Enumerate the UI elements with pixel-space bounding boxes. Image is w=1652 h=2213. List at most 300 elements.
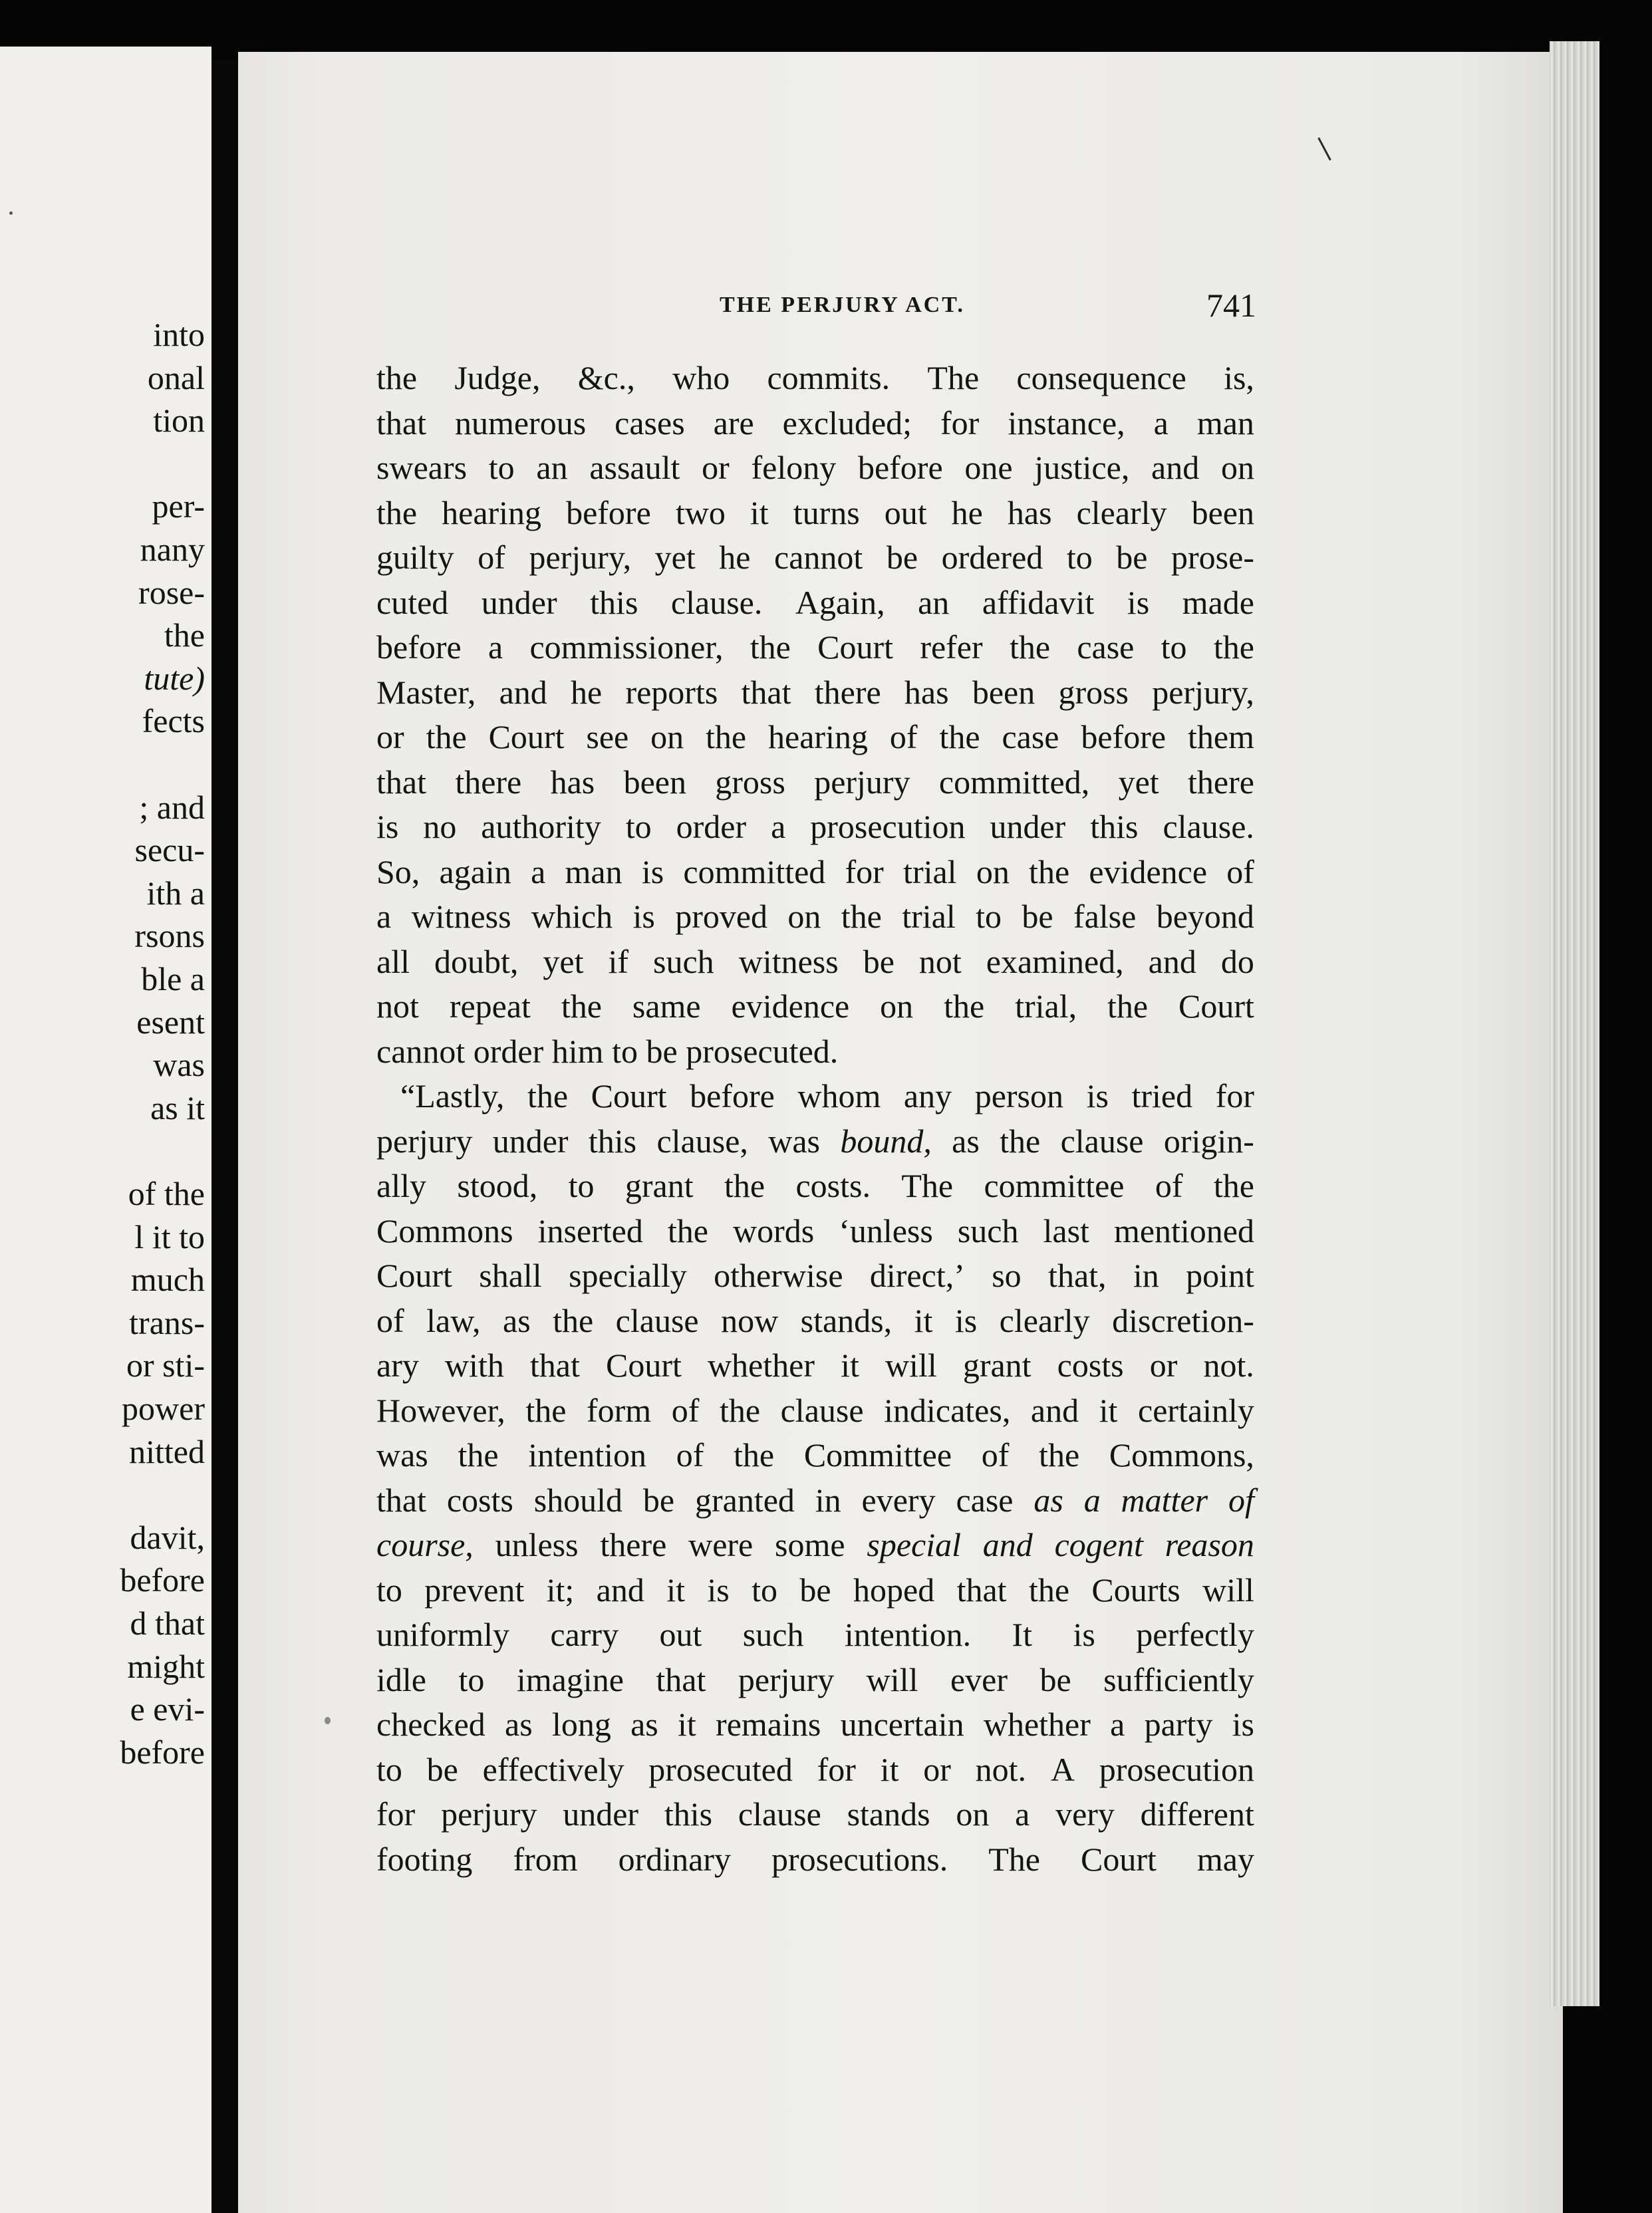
word: with <box>444 1347 504 1384</box>
word: whom <box>797 1077 881 1114</box>
word: before <box>566 493 651 531</box>
word: will <box>1202 1571 1254 1609</box>
word: any <box>903 1077 952 1114</box>
word: the <box>1029 852 1070 890</box>
word: which <box>531 898 613 935</box>
word: whether <box>707 1347 815 1384</box>
word: the <box>376 493 418 531</box>
word: examined, <box>986 942 1124 980</box>
word: as <box>503 1301 531 1339</box>
word: and <box>1151 449 1200 486</box>
word: the <box>561 987 602 1025</box>
word: the <box>376 359 418 396</box>
word: all <box>376 942 410 980</box>
word: guilty <box>376 539 454 576</box>
body-text-line <box>376 1164 1254 1209</box>
word: an <box>918 583 950 621</box>
left-page-line-fragment: secu- <box>134 831 205 869</box>
word: or <box>1149 1347 1178 1384</box>
word: been <box>1191 493 1254 531</box>
word: Court <box>605 1347 682 1384</box>
word: a <box>487 628 503 666</box>
word: that <box>376 404 426 442</box>
word: is <box>641 852 664 890</box>
word: prevent <box>424 1571 525 1609</box>
word: a <box>1015 1795 1030 1833</box>
word: of <box>671 1391 700 1429</box>
word: not. <box>975 1750 1027 1788</box>
left-page-line-fragment: power <box>122 1390 205 1427</box>
word: before <box>376 628 462 666</box>
word: Master, <box>376 673 476 711</box>
word: before <box>857 449 943 486</box>
word: them <box>1187 718 1254 755</box>
word: inserted <box>537 1212 643 1249</box>
word: the <box>553 1301 594 1339</box>
word: to <box>1066 539 1093 576</box>
word: the <box>1107 987 1149 1025</box>
word: be <box>642 1481 675 1519</box>
left-page-line-fragment: might <box>127 1647 205 1685</box>
word: uniformly <box>376 1616 509 1653</box>
word: doubt, <box>434 942 519 980</box>
word: that <box>956 1571 1007 1609</box>
word: the <box>527 1077 569 1114</box>
word: again <box>439 852 511 890</box>
word: trial <box>903 852 957 890</box>
word: no <box>423 808 457 845</box>
word: perjury <box>376 1122 473 1160</box>
word: witness <box>738 942 839 980</box>
word: discretion- <box>1112 1301 1254 1339</box>
word: this <box>588 1122 637 1160</box>
word: granted <box>694 1481 795 1519</box>
word: is <box>1232 1706 1254 1743</box>
word: witness <box>411 898 511 935</box>
left-page-line-fragment: fects <box>142 702 205 740</box>
body-text-line <box>376 535 1254 581</box>
word: stands <box>847 1795 930 1833</box>
word: this <box>664 1795 713 1833</box>
word: Court <box>376 1257 452 1294</box>
word: turns <box>793 493 860 531</box>
word: instance, <box>1008 404 1125 442</box>
word: effectively <box>482 1750 624 1788</box>
word: yet <box>1118 763 1159 801</box>
word: has <box>904 673 949 711</box>
word: is <box>376 808 399 845</box>
word: otherwise <box>714 1257 843 1294</box>
word: out <box>884 493 927 531</box>
word: or <box>376 718 404 755</box>
word: evidence <box>1089 852 1208 890</box>
word: cases <box>615 404 685 442</box>
left-page-line-fragment: rsons <box>134 917 205 955</box>
word: a <box>1083 1481 1101 1519</box>
left-page-line-fragment: much <box>130 1261 205 1299</box>
word: this <box>1090 808 1139 845</box>
word: Court <box>1081 1840 1157 1878</box>
body-text-line <box>376 625 1254 670</box>
word: Judge, <box>454 359 541 396</box>
left-page-line-fragment: tute) <box>144 659 205 697</box>
word: is <box>1086 1077 1109 1114</box>
body-text-line <box>376 1613 1254 1658</box>
word: to <box>488 449 515 486</box>
word: there <box>455 763 522 801</box>
word: who <box>672 359 730 396</box>
word: not <box>376 987 419 1025</box>
body-text-line <box>376 940 1254 985</box>
word: under <box>492 1122 569 1160</box>
left-page-line-fragment: onal <box>147 358 205 396</box>
word: assault <box>589 449 680 486</box>
word: it; <box>546 1571 575 1609</box>
word: cuted <box>376 583 449 621</box>
left-page-line-fragment: was <box>153 1046 205 1084</box>
word: or <box>702 449 730 486</box>
word: has <box>1007 493 1052 531</box>
word: the <box>1028 1571 1070 1609</box>
left-page-line-fragment: rose- <box>138 573 205 611</box>
word: different <box>1140 1795 1254 1833</box>
body-text-line <box>376 894 1254 940</box>
word: on <box>956 1795 990 1833</box>
word-space <box>604 1029 613 1075</box>
word: him <box>551 1032 604 1070</box>
word: yet <box>543 942 584 980</box>
word: so <box>992 1257 1022 1294</box>
word: long <box>551 1706 611 1743</box>
word: person <box>974 1077 1063 1114</box>
word: that <box>529 1347 580 1384</box>
body-text-line <box>376 356 1254 401</box>
word: made <box>1182 583 1254 621</box>
word: from <box>513 1840 578 1878</box>
left-page-line-fragment: trans- <box>129 1303 205 1341</box>
word: of <box>981 1436 1010 1474</box>
left-page-line-fragment: ; and <box>139 788 205 826</box>
word: will <box>885 1347 937 1384</box>
word: intention. <box>844 1616 972 1653</box>
word: ‘unless <box>839 1212 933 1249</box>
word: it <box>914 1301 933 1339</box>
word: in <box>815 1481 841 1519</box>
word: hoped <box>853 1571 935 1609</box>
word: stood, <box>457 1167 538 1204</box>
word: committed, <box>938 763 1090 801</box>
body-text <box>376 356 1254 1882</box>
word: However, <box>376 1391 505 1429</box>
word: &c., <box>577 359 635 396</box>
word: there <box>600 1526 667 1563</box>
word: it <box>666 1571 686 1609</box>
word: perjury, <box>529 539 632 576</box>
word: as <box>505 1706 533 1743</box>
word: unless <box>495 1526 579 1563</box>
word: for <box>376 1795 416 1833</box>
word: of <box>1155 1167 1183 1204</box>
word: such <box>742 1616 804 1653</box>
word: as <box>630 1706 658 1743</box>
word: refer <box>920 628 983 666</box>
word: for <box>1215 1077 1254 1114</box>
word: ally <box>376 1167 426 1204</box>
word: point <box>1186 1257 1254 1294</box>
word: of <box>376 1301 404 1339</box>
word: ary <box>376 1347 419 1384</box>
word: such <box>957 1212 1019 1249</box>
word: clause <box>780 1391 864 1429</box>
word: before <box>1081 718 1167 755</box>
word: cannot <box>774 539 863 576</box>
word: and <box>499 673 547 711</box>
left-page-line-fragment: or sti- <box>126 1347 205 1384</box>
word: swears <box>376 449 468 486</box>
word: clearly <box>999 1301 1090 1339</box>
word: committee <box>984 1167 1125 1204</box>
word: clause <box>1060 1122 1144 1160</box>
word: commissioner, <box>529 628 724 666</box>
word: cogent <box>1054 1526 1143 1563</box>
word: he <box>571 673 603 711</box>
body-text-line <box>376 446 1254 491</box>
word: is <box>1073 1616 1095 1653</box>
word: and <box>596 1571 644 1609</box>
body-text-line <box>376 760 1254 805</box>
word: costs. <box>795 1167 871 1204</box>
word: order <box>676 808 747 845</box>
left-page-line-fragment: nany <box>140 531 205 568</box>
word: origin- <box>1163 1122 1254 1160</box>
word: affidavit <box>982 583 1095 621</box>
left-page-line-fragment: d that <box>130 1605 205 1642</box>
word: and <box>982 1526 1033 1563</box>
word: specially <box>569 1257 687 1294</box>
word-space <box>465 1029 474 1075</box>
word: that, <box>1048 1257 1107 1294</box>
body-text-line <box>376 1253 1254 1299</box>
word: is <box>707 1571 730 1609</box>
body-text-line <box>376 1299 1254 1344</box>
word: been <box>972 673 1035 711</box>
word: the <box>944 987 985 1025</box>
word: A <box>1050 1750 1075 1788</box>
word: course, <box>376 1526 474 1563</box>
word: clause <box>738 1795 821 1833</box>
word: ordered <box>941 539 1043 576</box>
word: perfectly <box>1136 1616 1254 1653</box>
word: perjury, <box>1152 673 1254 711</box>
word: to <box>568 1167 595 1204</box>
word: Courts <box>1091 1571 1180 1609</box>
word: it <box>678 1706 696 1743</box>
word: to <box>612 1032 638 1070</box>
word: there <box>814 673 881 711</box>
word: if <box>608 942 629 980</box>
word: or <box>923 1750 951 1788</box>
word: for <box>845 852 884 890</box>
word: to <box>976 898 1002 935</box>
word: be <box>799 1571 831 1609</box>
word: on <box>787 898 821 935</box>
word: “Lastly, <box>400 1077 505 1114</box>
word: was <box>376 1436 428 1474</box>
word: of <box>1228 1481 1254 1519</box>
page-edges <box>1550 41 1599 2006</box>
word: and <box>1030 1391 1079 1429</box>
word: a <box>1110 1706 1125 1743</box>
word: So, <box>376 852 420 890</box>
word: prosecuted. <box>686 1032 839 1070</box>
word: proved <box>675 898 768 935</box>
word: idle <box>376 1660 426 1698</box>
word: bound, <box>840 1122 932 1160</box>
word: The <box>927 359 980 396</box>
word: as <box>952 1122 980 1160</box>
body-text-line <box>376 1792 1254 1837</box>
word: ordinary <box>618 1840 732 1878</box>
word: intention <box>528 1436 646 1474</box>
word: prosecution <box>1099 1750 1254 1788</box>
word: authority <box>481 808 601 845</box>
word: that <box>656 1660 706 1698</box>
word: was <box>768 1122 820 1160</box>
word: sufficiently <box>1103 1660 1254 1698</box>
left-page-fragment <box>0 47 211 2213</box>
word: a <box>771 808 786 845</box>
body-text-line <box>376 984 1254 1029</box>
word: to <box>1161 628 1187 666</box>
body-text-line <box>376 401 1254 446</box>
word: numerous <box>454 404 587 442</box>
word: Court <box>591 1077 667 1114</box>
word: do <box>1220 942 1254 980</box>
word: the <box>667 1212 708 1249</box>
left-page-line-fragment: into <box>153 316 205 353</box>
left-page-line-fragment: nitted <box>129 1432 205 1470</box>
word: hearing <box>768 718 868 755</box>
word: case <box>956 1481 1014 1519</box>
word: to <box>376 1571 402 1609</box>
word: to <box>376 1750 402 1788</box>
word: a <box>531 852 546 890</box>
word-space <box>678 1029 686 1075</box>
body-text-line <box>376 1748 1254 1793</box>
word: clearly <box>1076 493 1167 531</box>
word: remains <box>716 1706 821 1743</box>
word: stands, <box>800 1301 893 1339</box>
word: Court <box>488 718 565 755</box>
word: uncertain <box>840 1706 964 1743</box>
word: the <box>1009 628 1051 666</box>
word: been <box>623 763 686 801</box>
word: case <box>1077 628 1135 666</box>
word: beyond <box>1156 898 1254 935</box>
word: under <box>990 808 1066 845</box>
word: party <box>1144 1706 1213 1743</box>
word: direct,’ <box>869 1257 965 1294</box>
word: prosecutions. <box>771 1840 948 1878</box>
word: are <box>713 404 754 442</box>
book-gutter <box>211 60 238 2213</box>
word: it <box>1099 1391 1118 1429</box>
word: this <box>590 583 638 621</box>
word: to <box>458 1660 485 1698</box>
word: out <box>659 1616 702 1653</box>
word: The <box>901 1167 954 1204</box>
word: is <box>1127 583 1150 621</box>
body-text-line <box>376 1478 1254 1523</box>
word: the <box>750 628 791 666</box>
word: hearing <box>442 493 542 531</box>
word: case <box>1002 718 1059 755</box>
word: an <box>536 449 568 486</box>
word: the <box>734 1436 775 1474</box>
word: a <box>376 898 392 935</box>
word: Court <box>817 628 894 666</box>
word: false <box>1073 898 1137 935</box>
word: on <box>650 718 684 755</box>
word: will <box>866 1660 918 1698</box>
word-space <box>838 1029 847 1075</box>
word: certainly <box>1138 1391 1254 1429</box>
word: same <box>632 987 701 1025</box>
word: reports <box>625 673 718 711</box>
word: last <box>1043 1212 1089 1249</box>
word: see <box>586 718 629 755</box>
word: as <box>1033 1481 1063 1519</box>
scan-speck <box>325 1717 331 1724</box>
word: for <box>817 1750 856 1788</box>
body-text-line <box>376 1702 1254 1748</box>
word: commits. <box>767 359 891 396</box>
word: to <box>752 1571 778 1609</box>
word: be <box>1022 898 1053 935</box>
word: that <box>376 763 426 801</box>
body-text-line <box>376 1523 1254 1568</box>
word: the <box>1213 1167 1254 1204</box>
word: under <box>563 1795 639 1833</box>
word: order <box>473 1032 544 1070</box>
word: tried <box>1131 1077 1193 1114</box>
body-text-line <box>376 1343 1254 1388</box>
word: the <box>939 718 980 755</box>
word: man <box>565 852 622 890</box>
word: not. <box>1203 1347 1254 1384</box>
left-page-line-fragment: before <box>120 1733 205 1771</box>
body-text-line <box>376 491 1254 536</box>
word: may <box>1196 1840 1254 1878</box>
word: it <box>880 1750 899 1788</box>
left-page-line-fragment: tion <box>153 402 205 440</box>
scan-speck <box>9 211 13 215</box>
word: mentioned <box>1113 1212 1254 1249</box>
word: Committee <box>803 1436 952 1474</box>
word: under <box>481 583 557 621</box>
word: be <box>1116 539 1148 576</box>
word: of <box>478 539 505 576</box>
word: the <box>841 898 882 935</box>
word: law, <box>426 1301 481 1339</box>
word: it <box>750 493 769 531</box>
left-page-line-fragment: ith a <box>146 874 205 912</box>
body-text-line <box>376 670 1254 716</box>
word-space <box>638 1029 646 1075</box>
word: he <box>719 539 751 576</box>
word: perjury <box>814 763 910 801</box>
word: committed <box>683 852 826 890</box>
